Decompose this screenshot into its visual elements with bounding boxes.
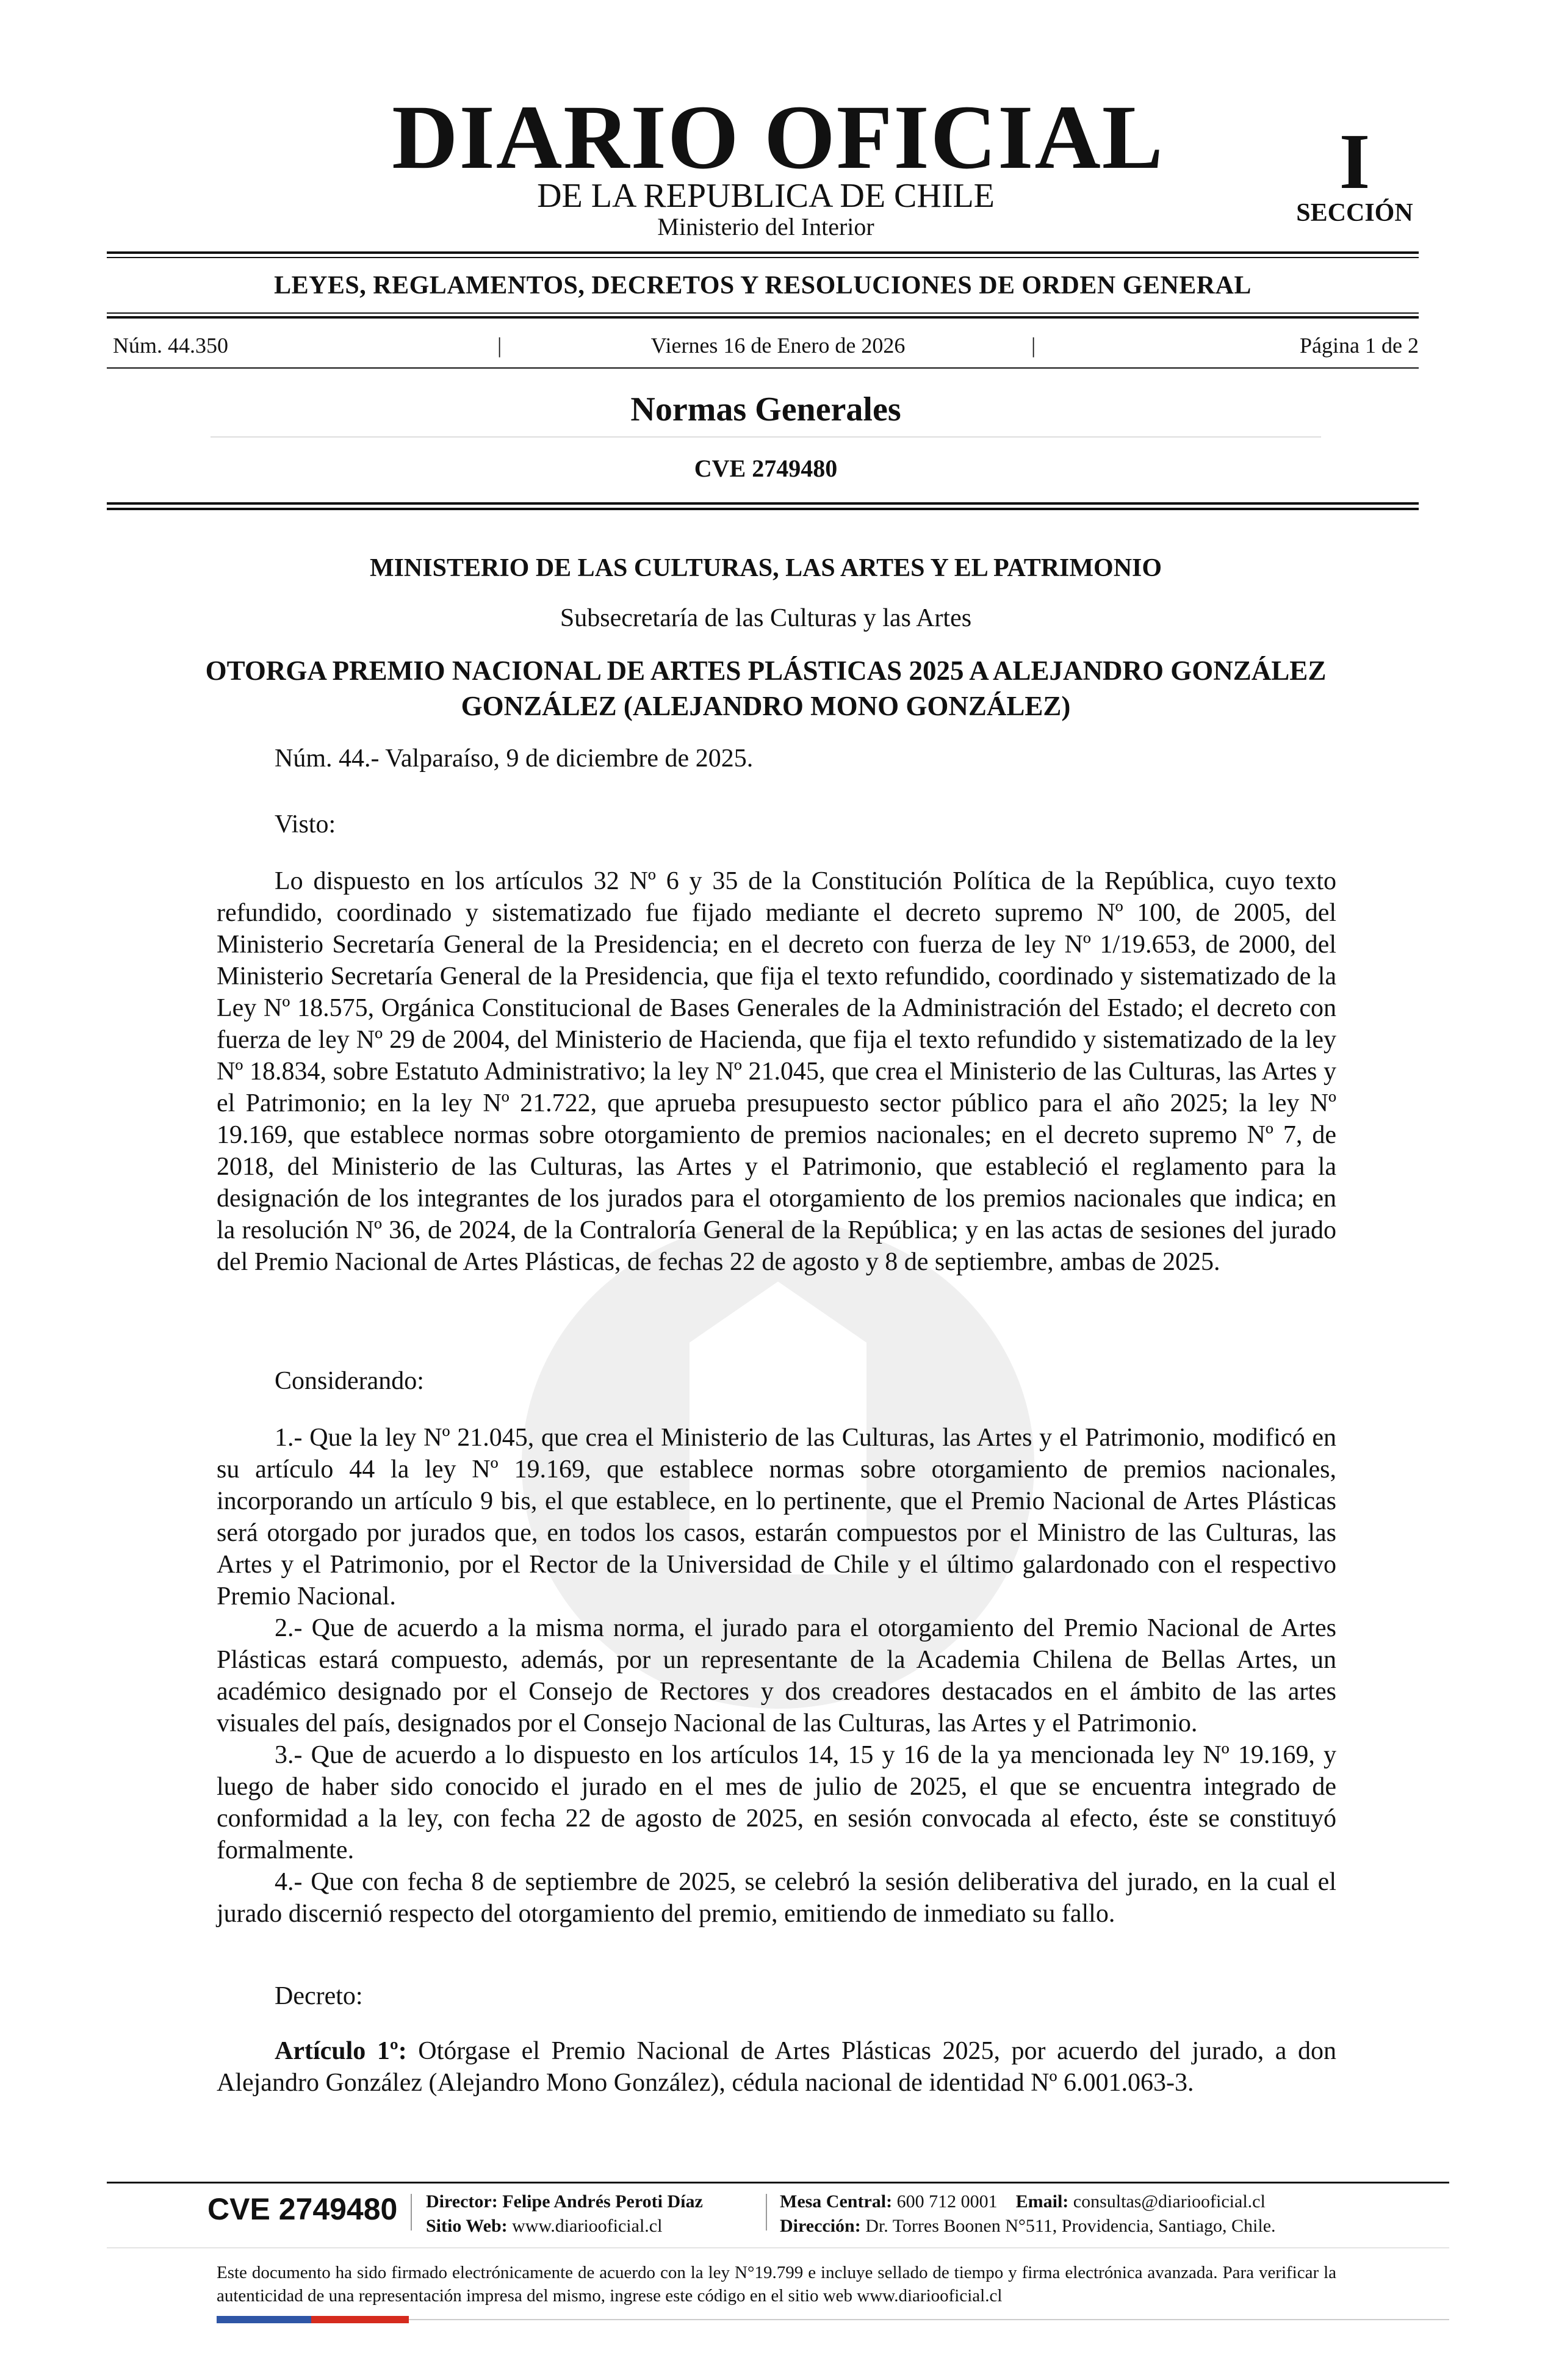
decreto-label: Decreto:	[275, 1982, 363, 2010]
visto-text: Lo dispuesto en los artículos 32 Nº 6 y 35 de la Constitución Política de la República, cuyo texto refundido, coordinado y sistematizado fue fijado mediante el decreto supremo Nº 100, de 2005, del Ministerio Secretaría General de la Presidencia; en el decreto con fuerza de ley Nº 1/19.653, de 2000, del Ministerio Secretaría General de la Presidencia, que fija el texto refundido, coordinado y sistematizado de la Ley Nº 18.575, Orgánica Constitucional de Bases Generales de la Administración del Estado; el decreto con fuerza de ley Nº 29 de 2004, del Ministerio de Hacienda, que fija el texto refundido y sistematizado de la ley Nº 18.834, sobre Estatuto Administrativo; la ley Nº 21.045, que crea el Ministerio de las Culturas, las Artes y el Patrimonio; en la ley Nº 21.722, que aprueba presupuesto sector público para el año 2025; la ley Nº 19.169, que establece normas sobre otorgamiento de premios nacionales; en el decreto supremo Nº 7, de 2018, del Ministerio de las Culturas, las Artes y el Patrimonio, que estableció el reglamento para la designación de los integrantes de los jurados para el otorgamiento de los premios nacionales que indica; en la resolución Nº 36, de 2024, de la Contraloría General de la República; y en las actas de sesiones del jurado del Premio Nacional de Artes Plásticas, de fechas 22 de agosto y 8 de septiembre, ambas de 2025.	[217, 867, 1336, 1276]
divider	[107, 508, 1419, 510]
articulo-1-text: Otórgase el Premio Nacional de Artes Plásticas 2025, por acuerdo del jurado, a don Alejandro González (Alejandro Mono González), cédula nacional de identidad Nº 6.001.063-3.	[217, 2037, 1336, 2097]
divider	[107, 251, 1419, 254]
visto-label: Visto:	[275, 810, 336, 838]
divider	[211, 436, 1321, 438]
web-label: Sitio Web:	[426, 2216, 508, 2236]
flag-bar-blue	[217, 2316, 311, 2323]
subsecretaria: Subsecretaría de las Culturas y las Artes	[560, 604, 972, 632]
mesa-phone: 600 712 0001	[896, 2191, 998, 2212]
divider	[107, 316, 1419, 319]
footer-separator	[411, 2194, 412, 2230]
issue-number: Núm. 44.350	[113, 333, 228, 358]
footer-cve-code: CVE 2749480	[207, 2192, 398, 2226]
visto-text-block	[217, 865, 1336, 1278]
articulo-1	[217, 2035, 1336, 2099]
issue-separator: |	[1031, 333, 1036, 358]
decree-number: Núm. 44.- Valparaíso, 9 de diciembre de 2025.	[275, 745, 754, 773]
director-name: Felipe Andrés Peroti Díaz	[502, 2191, 703, 2212]
director-label: Director:	[426, 2191, 498, 2212]
footer-note: Este documento ha sido firmado electrónicamente de acuerdo con la ley N°19.799 e incluye sellado de tiempo y firma electrónica avanzada. Para verificar la autenticidad de una representación impresa del mismo, ingrese este código en el sitio web www.diariooficial.cl	[217, 2263, 1336, 2306]
articulo-1-paragraph	[217, 2035, 1336, 2099]
divider	[107, 502, 1419, 505]
website-link[interactable]: www.diariooficial.cl	[512, 2216, 663, 2236]
cve-code: CVE 2749480	[694, 455, 838, 482]
considerando-item: 4.- Que con fecha 8 de septiembre de 2025, se celebró la sesión deliberativa del jurado, en la cual el jurado discernió respecto del otorgamiento del premio, emitiendo de inmediato su fallo.	[217, 1868, 1336, 1928]
ministry-heading: MINISTERIO DE LAS CULTURAS, LAS ARTES Y EL PATRIMONIO	[369, 554, 1162, 582]
flag-bar-red	[311, 2316, 409, 2323]
considerando-item: 2.- Que de acuerdo a la misma norma, el jurado para el otorgamiento del Premio Nacional de Artes Plásticas estará compuesto, además, por un representante de la Academia Chilena de Bellas Artes, un académico designado por el Consejo de Rectores y dos creadores destacados en el ámbito de las artes visuales del país, designados por el Consejo Nacional de las Culturas, las Artes y el Patrimonio.	[217, 1614, 1336, 1737]
footer-divider	[409, 2319, 1449, 2320]
section-heading: Normas Generales	[630, 391, 901, 428]
address-label: Dirección:	[780, 2216, 861, 2236]
email-link[interactable]: consultas@diariooficial.cl	[1073, 2191, 1266, 2212]
masthead-ministry: Ministerio del Interior	[657, 213, 874, 240]
email-label: Email:	[1015, 2191, 1069, 2212]
section-number: I	[1339, 118, 1371, 206]
issue-separator: |	[497, 333, 502, 358]
considerando-label: Considerando:	[275, 1367, 424, 1395]
masthead-title: DIARIO OFICIAL	[392, 87, 1164, 188]
footer-director-block	[426, 2190, 703, 2238]
considerando-item: 3.- Que de acuerdo a lo dispuesto en los artículos 14, 15 y 16 de la ya mencionada ley Nº 19.169, y luego de haber sido conocido el jurado en el mes de julio de 2025, el que se encuentra integrado de conformidad a la ley, con fecha 22 de agosto de 2025, en sesión convocada al efecto, éste se constituyó formalmente.	[217, 1741, 1336, 1864]
category-heading: LEYES, REGLAMENTOS, DECRETOS Y RESOLUCIONES DE ORDEN GENERAL	[274, 272, 1252, 300]
considerando-item: 1.- Que la ley Nº 21.045, que crea el Ministerio de las Culturas, las Artes y el Patrimonio, modificó en su artículo 44 la ley Nº 19.169, que establece normas sobre otorgamiento de premios nacionales, incorporando un artículo 9 bis, el que establece, en lo pertinente, que el Premio Nacional de Artes Plásticas será otorgado por jurados que, en todos los casos, estarán compuestos por el Ministro de las Culturas, las Artes y el Patrimonio, por el Rector de la Universidad de Chile y el último galardonado con el respectivo Premio Nacional.	[217, 1424, 1336, 1610]
address-text: Dr. Torres Boonen N°511, Providencia, Santiago, Chile.	[865, 2216, 1276, 2236]
issue-date: Viernes 16 de Enero de 2026	[650, 333, 906, 358]
divider	[107, 367, 1419, 369]
footer-contact-block	[780, 2190, 1276, 2238]
divider	[107, 257, 1419, 258]
page-indicator: Página 1 de 2	[1300, 333, 1419, 358]
footer-divider	[107, 2182, 1449, 2183]
footer-separator	[766, 2194, 767, 2230]
articulo-1-label: Artículo 1º:	[275, 2037, 407, 2065]
divider	[107, 312, 1419, 314]
decree-title: OTORGA PREMIO NACIONAL DE ARTES PLÁSTICAS 2025 A ALEJANDRO GONZÁLEZ GONZÁLEZ (ALEJANDRO MONO GONZÁLEZ)	[205, 655, 1327, 721]
masthead-subtitle: DE LA REPUBLICA DE CHILE	[537, 177, 995, 215]
section-label: SECCIÓN	[1296, 199, 1413, 227]
considerandos-block	[217, 1422, 1336, 1930]
mesa-label: Mesa Central:	[780, 2191, 893, 2212]
